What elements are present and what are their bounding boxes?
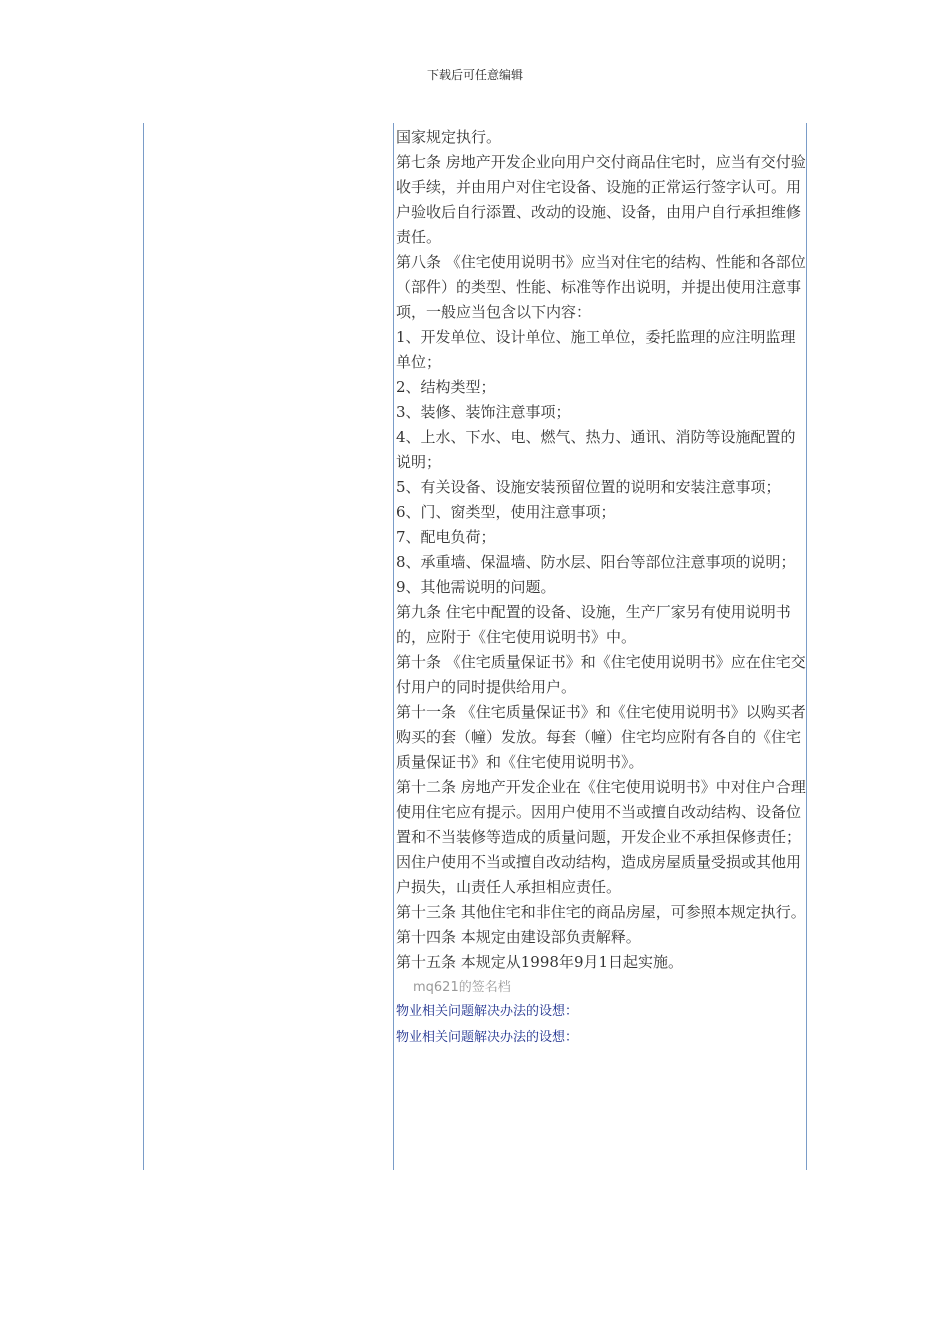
paragraph: 第八条 《住宅使用说明书》应当对住宅的结构、性能和各部位（部件）的类型、性能、标准等作出说明，并提出使用注意事项，一般应当包含以下内容：	[396, 253, 806, 321]
paragraph: 第十四条 本规定由建设部负责解释。	[396, 928, 641, 946]
paragraph: 第十五条 本规定从1998年9月1日起实施。	[396, 953, 684, 971]
related-link[interactable]: 物业相关问题解决办法的设想：	[396, 1030, 579, 1045]
paragraph: 6、门、窗类型，使用注意事项；	[396, 503, 616, 521]
paragraph: 7、配电负荷；	[396, 528, 496, 546]
table-border-left	[143, 123, 144, 1170]
paragraph: 第十二条 房地产开发企业在《住宅使用说明书》中对住户合理使用住宅应有提示。因用户使用不当或擅自改动结构、设备位置和不当装修等造成的质量问题，开发企业不承担保修责任；因住户使用不当或擅自改动结构，造成房屋质量受损或其他用户损失，山责任人承担相应责任。	[396, 778, 806, 896]
paragraph: 第十三条 其他住宅和非住宅的商品房屋，可参照本规定执行。	[396, 903, 806, 921]
paragraph: 4、上水、下水、电、燃气、热力、通讯、消防等设施配置的说明；	[396, 428, 796, 471]
signature-label: mq621的签名档	[413, 980, 511, 995]
paragraph: 第九条 住宅中配置的设备、设施，生产厂家另有使用说明书的，应附于《住宅使用说明书》中。	[396, 603, 791, 646]
table-border-middle	[393, 123, 394, 1170]
paragraph: 9、其他需说明的问题。	[396, 578, 556, 596]
post-content	[396, 125, 806, 1051]
paragraph: 第十一条 《住宅质量保证书》和《住宅使用说明书》以购买者购买的套（幢）发放。每套（幢）住宅均应附有各自的《住宅质量保证书》和《住宅使用说明书》。	[396, 703, 806, 771]
paragraph: 8、承重墙、保温墙、防水层、阳台等部位注意事项的说明；	[396, 553, 796, 571]
paragraph: 3、装修、装饰注意事项；	[396, 403, 571, 421]
paragraph: 2、结构类型；	[396, 378, 496, 396]
paragraph: 国家规定执行。	[396, 128, 502, 146]
paragraph: 1、开发单位、设计单位、施工单位，委托监理的应注明监理单位；	[396, 328, 796, 371]
table-border-right	[806, 123, 807, 1170]
page-header: 下载后可任意编辑	[426, 68, 523, 82]
related-link[interactable]: 物业相关问题解决办法的设想：	[396, 1004, 579, 1019]
paragraph: 第七条 房地产开发企业向用户交付商品住宅时，应当有交付验收手续，并由用户对住宅设备、设施的正常运行签字认可。用户验收后自行添置、改动的设施、设备，由用户自行承担维修责任。	[396, 153, 806, 246]
paragraph: 第十条 《住宅质量保证书》和《住宅使用说明书》应在住宅交付用户的同时提供给用户。	[396, 653, 806, 696]
paragraph: 5、有关设备、设施安装预留位置的说明和安装注意事项；	[396, 478, 781, 496]
